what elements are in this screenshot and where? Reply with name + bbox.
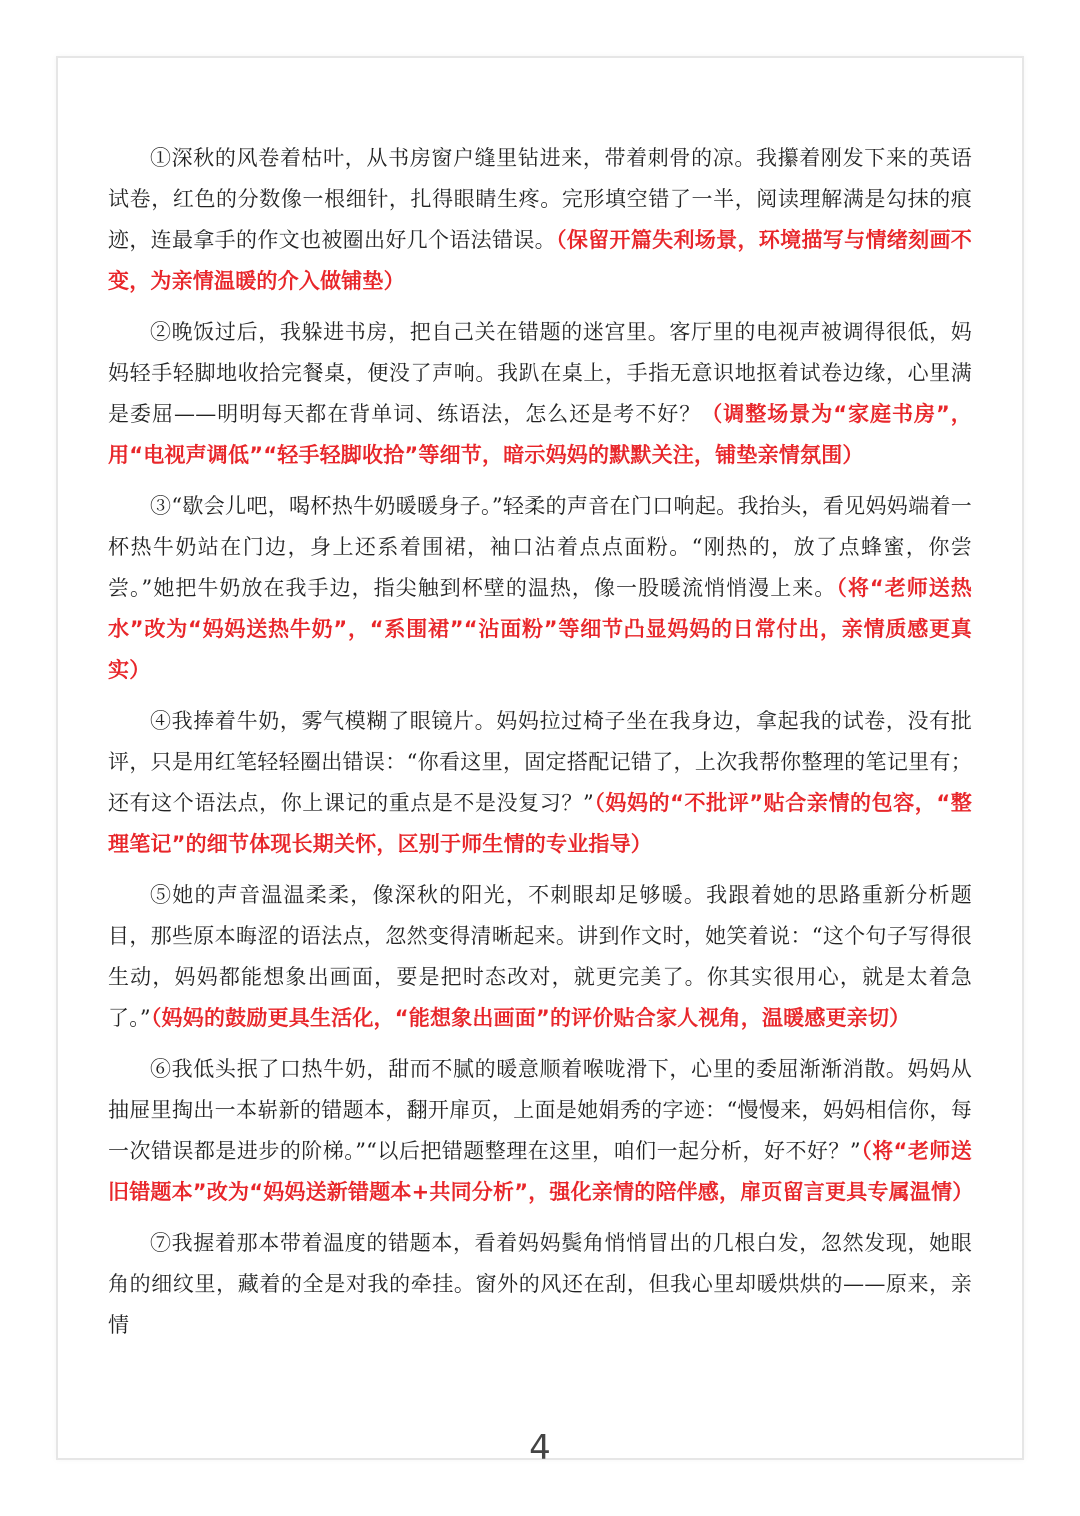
- revision-note: （将“老师送旧错题本”改为“妈妈送新错题本+共同分析”，强化亲情的陪伴感，扉页留言更具专属温情）: [108, 1139, 974, 1204]
- paragraph-text: ⑥我低头抿了口热牛奶，甜而不腻的暖意顺着喉咙滑下，心里的委屈渐渐消散。妈妈从抽屉里掏出一本崭新的错题本，翻开扉页，上面是她娟秀的字迹：“慢慢来，妈妈相信你，每一次错误都是进步的阶梯。”“以后把错题整理在这里，咱们一起分析，好不好？”: [108, 1057, 972, 1163]
- paragraph-1: [108, 138, 972, 302]
- paragraph-text: ①深秋的风卷着枯叶，从书房窗户缝里钻进来，带着刺骨的凉。我攥着刚发下来的英语试卷，红色的分数像一根细针，扎得眼睛生疼。完形填空错了一半，阅读理解满是勾抹的痕迹，连最拿手的作文也被圈出好几个语法错误。: [108, 146, 972, 252]
- paragraph-text: ②晚饭过后，我躲进书房，把自己关在错题的迷宫里。客厅里的电视声被调得很低，妈妈轻手轻脚地收拾完餐桌，便没了声响。我趴在桌上，手指无意识地抠着试卷边缘，心里满是委屈——明明每天都在背单词、练语法，怎么还是考不好？: [108, 320, 972, 426]
- revision-note: （将“老师送热水”改为“妈妈送热牛奶”，“系围裙”“沾面粉”等细节凸显妈妈的日常付出，亲情质感更真实）: [108, 576, 972, 682]
- paragraph-4: [108, 701, 972, 865]
- revision-note: （调整场景为“家庭书房”，用“电视声调低”“轻手轻脚收拾”等细节，暗示妈妈的默默关注，铺垫亲情氛围）: [108, 402, 973, 467]
- paragraph-3: [108, 486, 972, 691]
- revision-note: （妈妈的鼓励更具生活化，“能想象出画面”的评价贴合家人视角，温暖感更亲切）: [150, 1006, 911, 1030]
- paragraph-text: ④我捧着牛奶，雾气模糊了眼镜片。妈妈拉过椅子坐在我身边，拿起我的试卷，没有批评，只是用红笔轻轻圈出错误：“你看这里，固定搭配记错了，上次我帮你整理的笔记里有；还有这个语法点，你上课记的重点是不是没复习？”: [108, 709, 972, 815]
- paragraph-text: ⑤她的声音温温柔柔，像深秋的阳光，不刺眼却足够暖。我跟着她的思路重新分析题目，那些原本晦涩的语法点，忽然变得清晰起来。讲到作文时，她笑着说：“这个句子写得很生动，妈妈都能想象出画面，要是把时态改对，就更完美了。你其实很用心，就是太着急了。”: [108, 883, 972, 1030]
- paragraph-7: [108, 1223, 972, 1346]
- page-number: 4: [529, 1428, 551, 1468]
- article-body: [108, 138, 972, 1356]
- paragraph-5: [108, 875, 972, 1039]
- paragraph-2: [108, 312, 972, 476]
- paragraph-text: ⑦我握着那本带着温度的错题本，看着妈妈鬓角悄悄冒出的几根白发，忽然发现，她眼角的细纹里，藏着的全是对我的牵挂。窗外的风还在刮，但我心里却暖烘烘的——原来，亲情: [108, 1231, 972, 1337]
- revision-note: （保留开篇失利场景，环境描写与情绪刻画不变，为亲情温暖的介入做铺垫）: [108, 228, 972, 293]
- revision-note: （妈妈的“不批评”贴合亲情的包容，“整理笔记”的细节体现长期关怀，区别于师生情的专业指导）: [108, 791, 972, 856]
- paragraph-6: [108, 1049, 972, 1213]
- paragraph-text: ③“歇会儿吧，喝杯热牛奶暖暖身子。”轻柔的声音在门口响起。我抬头，看见妈妈端着一杯热牛奶站在门边，身上还系着围裙，袖口沾着点点面粉。“刚热的，放了点蜂蜜，你尝尝。”她把牛奶放在我手边，指尖触到杯壁的温热，像一股暖流悄悄漫上来。: [108, 494, 972, 600]
